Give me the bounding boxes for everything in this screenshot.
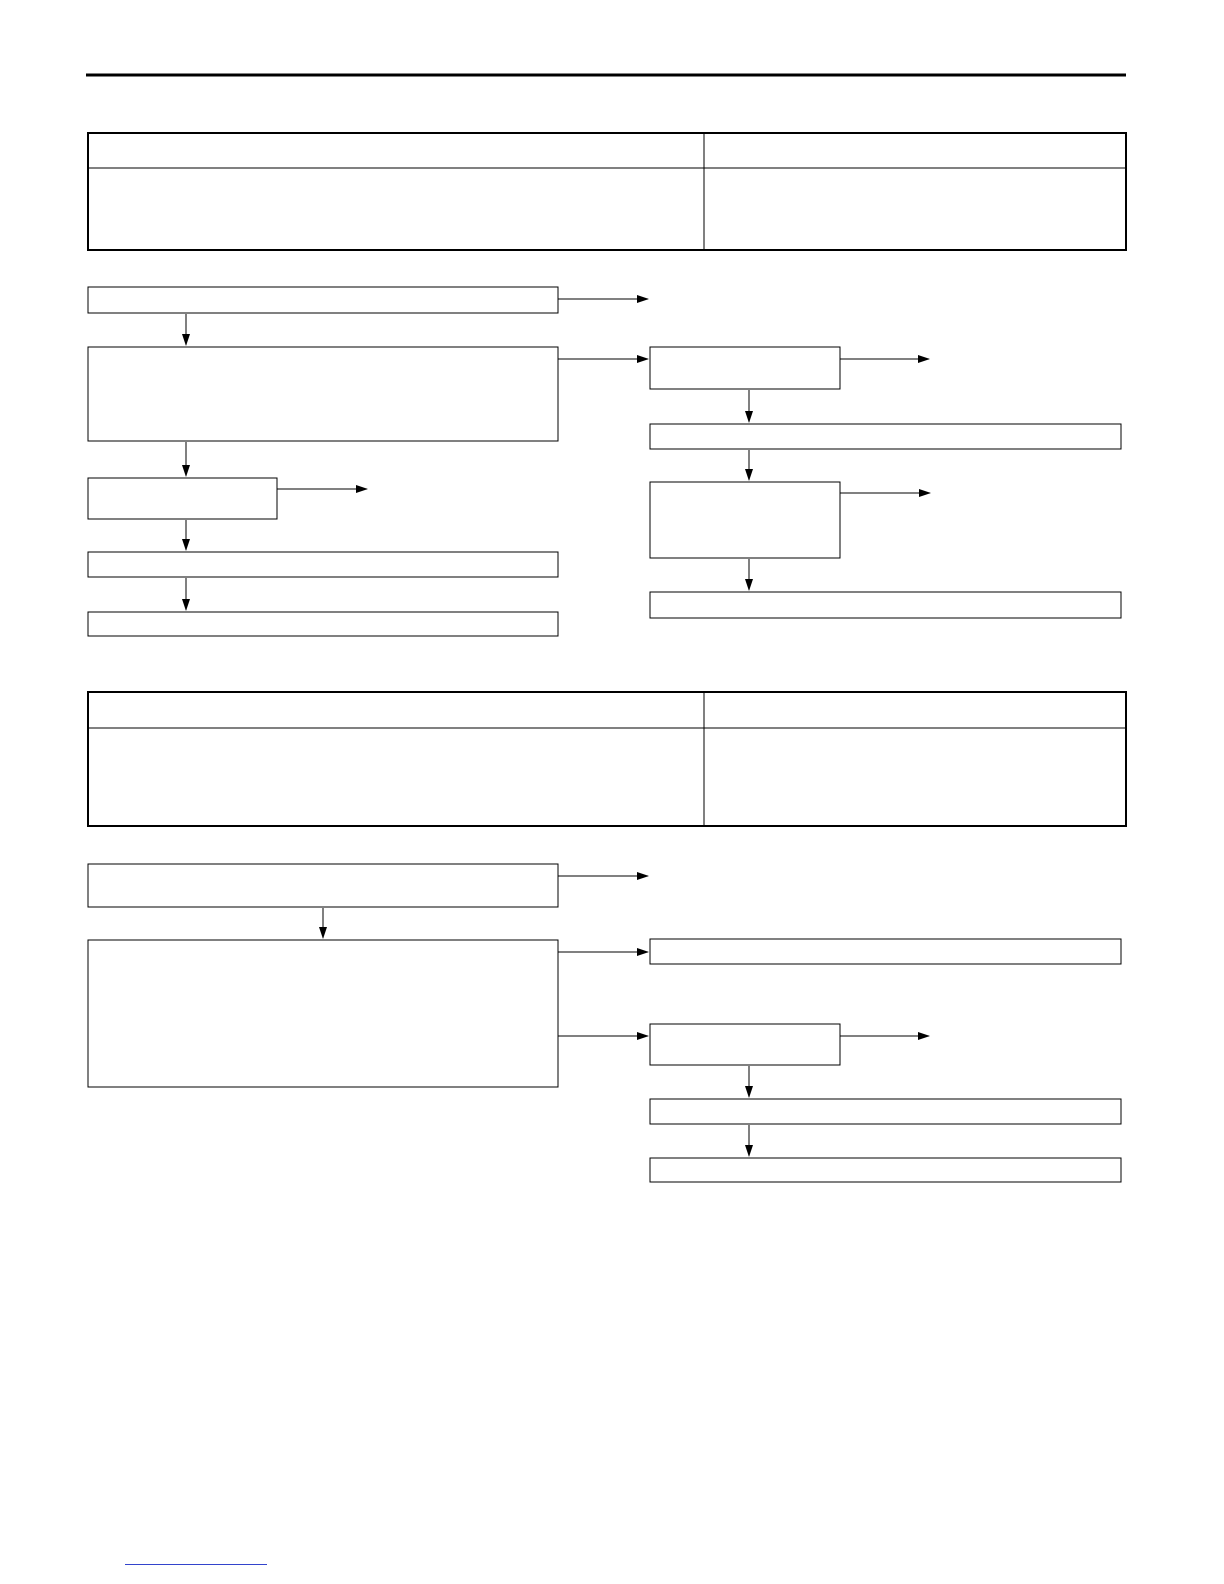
flow-box — [650, 1099, 1121, 1124]
section2-table — [88, 692, 1126, 826]
section1-table — [88, 133, 1126, 250]
section2-arrows — [323, 876, 929, 1156]
flow-box — [650, 592, 1121, 618]
flow-box — [650, 424, 1121, 449]
flow-box — [88, 347, 558, 441]
flow-box — [88, 552, 558, 577]
flow-box — [650, 482, 840, 558]
flow-box — [88, 287, 558, 313]
flow-box — [650, 1024, 840, 1065]
section2-flowchart — [88, 864, 1121, 1182]
flow-box — [88, 478, 277, 519]
flow-box — [650, 1158, 1121, 1182]
flow-box — [88, 864, 558, 907]
footer-link[interactable] — [125, 1552, 267, 1565]
section1-flowchart — [88, 287, 1121, 636]
flow-box — [650, 939, 1121, 964]
flow-box — [88, 940, 558, 1087]
flow-box — [650, 347, 840, 389]
flow-box — [88, 612, 558, 636]
